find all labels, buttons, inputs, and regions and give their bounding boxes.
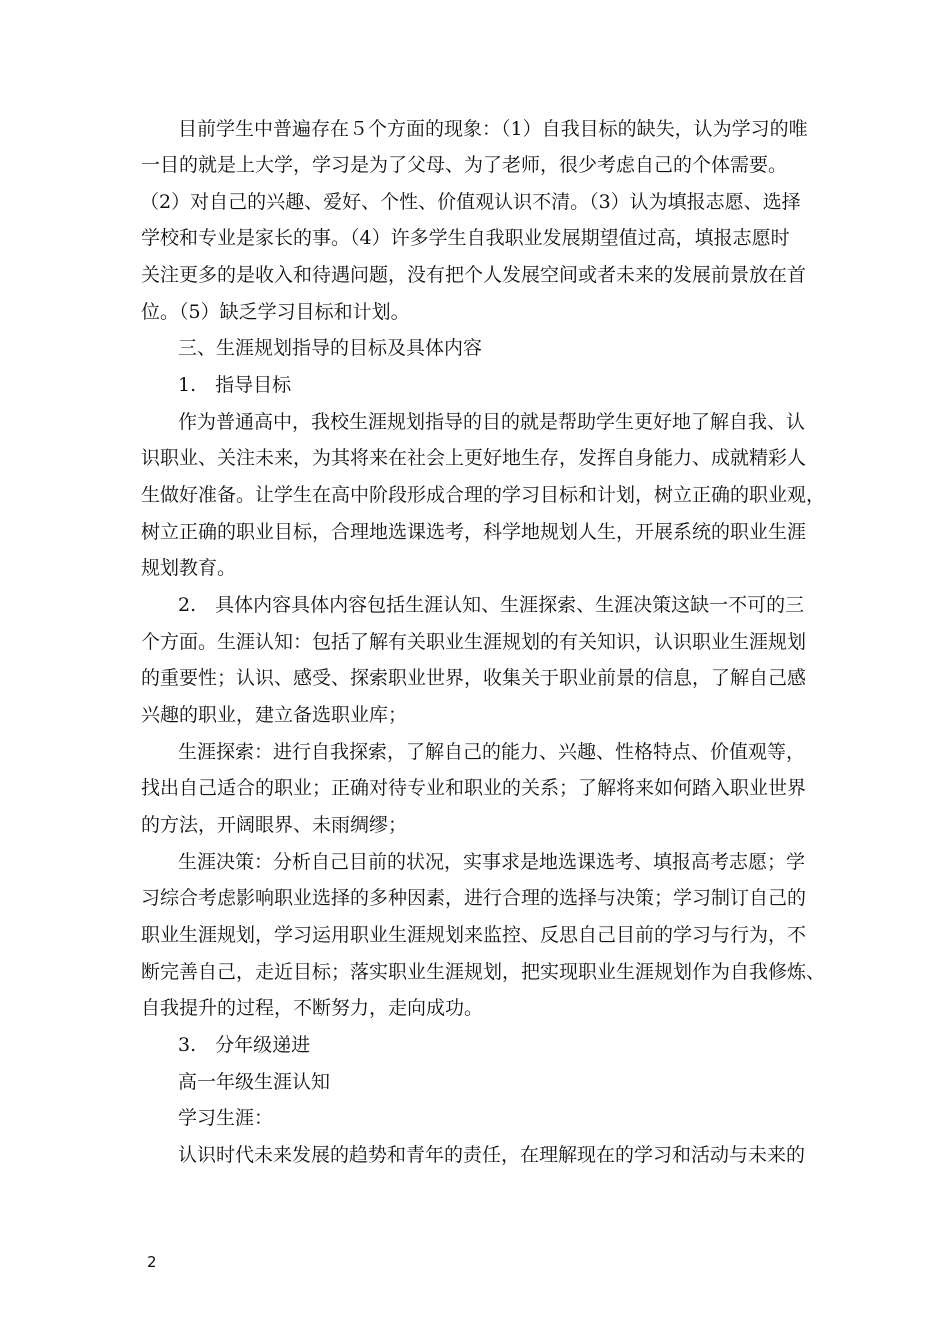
text-line: 自我提升的过程，不断努力，走向成功。 (141, 997, 484, 1019)
text-line: 作为普通高中，我校生涯规划指导的目的就是帮助学生更好地了解自我、认 (178, 411, 806, 433)
text-line: 一目的就是上大学，学习是为了父母、为了老师，很少考虑自己的个体需要。 (141, 154, 788, 176)
subsection-heading: 1. 指导目标 (178, 374, 292, 396)
text-line: 目前学生中普遍存在５个方面的现象：（1）自我目标的缺失，认为学习的唯 (178, 118, 808, 140)
text-line: 职业生涯规划，学习运用职业生涯规划来监控、反思自己目前的学习与行为，不 (141, 924, 807, 946)
text-line: 断完善自己，走近目标；落实职业生涯规划，把实现职业生涯规划作为自我修炼、 (141, 961, 826, 983)
text-line: 兴趣的职业，建立备选职业库； (141, 704, 408, 726)
text-line: 的方法，开阔眼界、未雨绸缪； (141, 814, 408, 836)
text-line: 学校和专业是家长的事。（4）许多学生自我职业发展期望值过高，填报志愿时 (141, 227, 790, 249)
subsection-heading: 3. 分年级递进 (178, 1034, 311, 1056)
text-line: 生做好准备。让学生在高中阶段形成合理的学习目标和计划，树立正确的职业观， (141, 484, 826, 506)
text-line: 识职业、关注未来，为其将来在社会上更好地生存，发挥自身能力、成就精彩人 (141, 447, 807, 469)
text-line: 找出自己适合的职业；正确对待专业和职业的关系；了解将来如何踏入职业世界 (141, 777, 807, 799)
text-line: 树立正确的职业目标，合理地选课选考，科学地规划人生，开展系统的职业生涯 (141, 521, 807, 543)
text-line: 位。（5）缺乏学习目标和计划。 (141, 301, 410, 323)
text-line: 规划教育。 (141, 557, 237, 579)
text-line: 的重要性；认识、感受、探索职业世界，收集关于职业前景的信息，了解自己感 (141, 667, 807, 689)
text-line: 关注更多的是收入和待遇问题，没有把个人发展空间或者未来的发展前景放在首 (141, 264, 807, 286)
text-line: 认识时代未来发展的趋势和青年的责任，在理解现在的学习和活动与未来的 (178, 1144, 806, 1166)
text-line: 个方面。生涯认知：包括了解有关职业生涯规划的有关知识，认识职业生涯规划 (141, 631, 807, 653)
text-line: 学习生涯： (178, 1107, 274, 1129)
text-line: 习综合考虑影响职业选择的多种因素，进行合理的选择与决策；学习制订自己的 (141, 887, 807, 909)
text-line: 高一年级生涯认知 (178, 1071, 331, 1093)
text-line: 生涯探索：进行自我探索，了解自己的能力、兴趣、性格特点、价值观等， (178, 741, 806, 763)
page-number: 2 (147, 1253, 157, 1271)
text-line: 生涯决策：分析自己目前的状况，实事求是地选课选考、填报高考志愿；学 (178, 851, 806, 873)
section-heading: 三、生涯规划指导的目标及具体内容 (178, 337, 483, 359)
text-line: （2）对自己的兴趣、爱好、个性、价值观认识不清。（3）认为填报志愿、选择 (140, 191, 801, 213)
text-line: 2. 具体内容具体内容包括生涯认知、生涯探索、生涯决策这缺一不可的三 (178, 594, 805, 616)
